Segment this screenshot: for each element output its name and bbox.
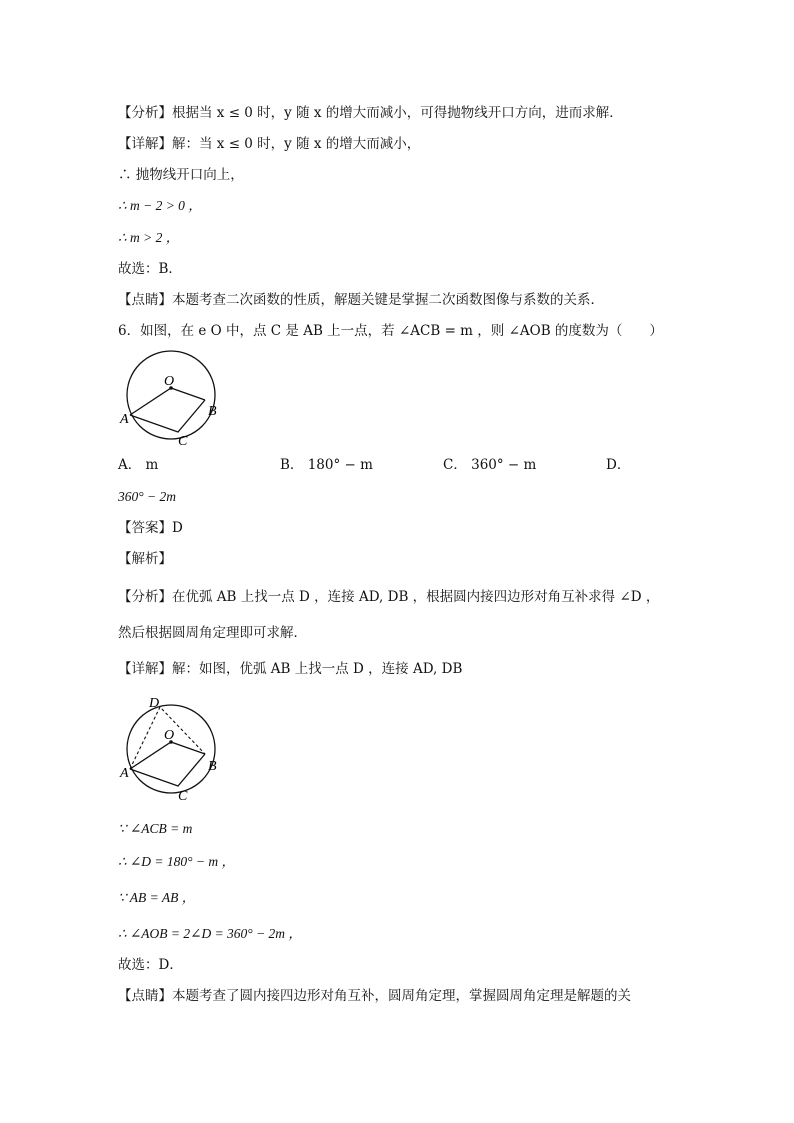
prev-step-2: ∴ m − 2 > 0 ， [118,198,202,213]
question-6: 6．如图，在 e O 中，点 C 是 AB 上一点，若 ∠ACB = m ，则 ∠AOB 的度数为（ ） [118,323,663,339]
option-d-value: 360° − 2m [118,489,177,504]
prev-choice: 故选：B． [118,261,182,277]
prev-step-1: ∴ 抛物线开口向上， [118,167,244,183]
option-b: B． 180° − m [280,457,373,473]
label-c: C [178,434,188,448]
label-b: B [208,404,217,419]
analysis-text-1: 【分析】在优弧 AB 上找一点 D ，连接 AD, DB ，根据圆内接四边形对角互补求得 ∠D ， [118,589,660,605]
detail-text: 【详解】解：如图，优弧 AB 上找一点 D ，连接 AD, DB [118,661,463,677]
option-d: D． [606,457,631,473]
label-b: B [208,759,217,774]
prev-detail: 【详解】解：当 x ≤ 0 时，y 随 x 的增大而减小， [118,136,421,152]
label-o: O [164,374,175,389]
solution-choice: 故选：D． [118,957,183,973]
label-a: A [120,766,129,781]
circle-figure-2 [115,692,225,807]
answer-label: 【答案】D [118,520,183,536]
circle-figure-1 [115,343,225,448]
label-c: C [178,789,188,804]
segments-aocb [130,742,205,769]
label-d: D [149,696,160,711]
option-a: A． m [118,457,159,473]
solution-step-2: ∴ ∠D = 180° − m ， [118,854,236,869]
label-o: O [164,728,175,743]
prev-step-3: ∴ m > 2 ， [118,230,180,245]
solution-step-1: ∵ ∠ACB = m [118,821,193,836]
prev-comment: 【点睛】本题考查二次函数的性质，解题关键是掌握二次函数图像与系数的关系． [118,292,604,308]
solution-step-3: ∵ AB = AB ， [118,890,196,905]
solution-comment: 【点睛】本题考查了圆内接四边形对角互补，圆周角定理，掌握圆周角定理是解题的关 [118,988,631,1004]
analysis-text-2: 然后根据圆周角定理即可求解． [118,625,307,641]
prev-analysis: 【分析】根据当 x ≤ 0 时，y 随 x 的增大而减小，可得抛物线开口方向，进而求解． [118,105,623,121]
solution-step-4: ∴ ∠AOB = 2∠D = 360° − 2m ， [118,926,302,941]
circle-o [127,351,215,439]
label-a: A [120,412,129,427]
analysis-heading: 【解析】 [118,551,172,567]
segments-aocb [130,388,205,415]
option-c: C． 360° − m [443,457,537,473]
